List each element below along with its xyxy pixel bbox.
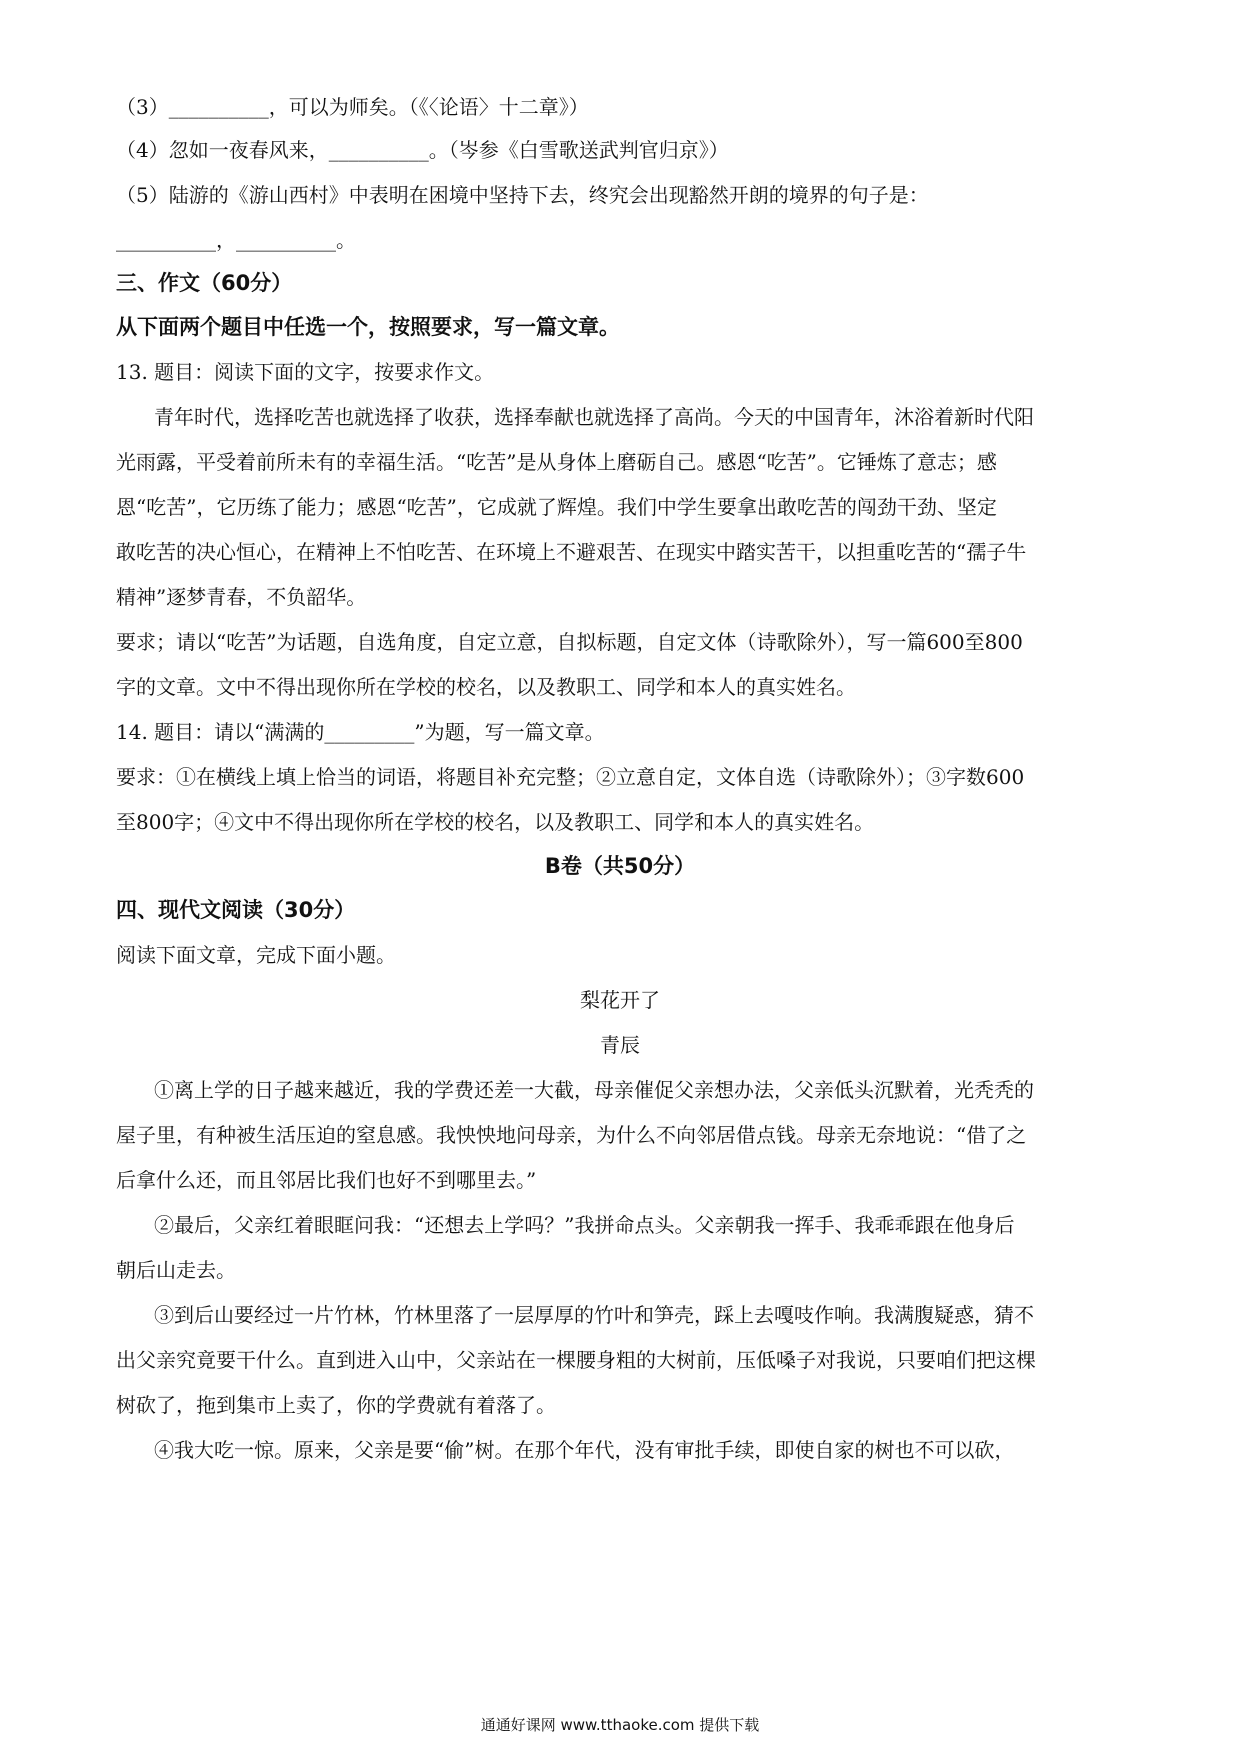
article-paragraph-1-line-2: 屋子里，有种被生活压迫的窒息感。我怏怏地问母亲，为什么不向邻居借点钱。母亲无奈地说：“借了之 <box>116 1123 1027 1147</box>
article-paragraph-2-line-1: ②最后，父亲红着眼眶问我：“还想去上学吗？”我拼命点头。父亲朝我一挥手、我乖乖跟在他身后 <box>154 1213 1015 1237</box>
question-13-requirement-1: 要求；请以“吃苦”为话题，自选角度，自定立意，自拟标题，自定文体（诗歌除外），写一篇600至800 <box>116 630 1023 654</box>
prompt-paragraph-line-1: 青年时代，选择吃苦也就选择了收获，选择奉献也就选择了高尚。今天的中国青年，沐浴着新时代阳 <box>154 405 1034 429</box>
question-13-title: 13. 题目：阅读下面的文字，按要求作文。 <box>116 360 495 384</box>
question-4-line: （4）忽如一夜春风来，__________。（岑参《白雪歌送武判官归京》） <box>116 138 729 162</box>
question-5-line: （5）陆游的《游山西村》中表明在困境中坚持下去，终究会出现豁然开朗的境界的句子是： <box>116 183 929 207</box>
article-title: 梨花开了 <box>580 988 660 1012</box>
section-3-heading: 三、作文（60分） <box>116 271 293 295</box>
article-paragraph-4-line-1: ④我大吃一惊。原来，父亲是要“偷”树。在那个年代，没有审批手续，即使自家的树也不可以砍， <box>154 1438 1015 1462</box>
prompt-paragraph-line-5: 精神”逐梦青春，不负韶华。 <box>116 585 367 609</box>
reading-instruction: 阅读下面文章，完成下面小题。 <box>116 943 396 967</box>
article-author: 青辰 <box>600 1033 640 1057</box>
volume-b-heading: B卷（共50分） <box>544 854 696 878</box>
article-paragraph-3-line-3: 树砍了，拖到集市上卖了，你的学费就有着落了。 <box>116 1393 556 1417</box>
essay-instruction: 从下面两个题目中任选一个，按照要求，写一篇文章。 <box>116 315 620 339</box>
article-paragraph-1-line-3: 后拿什么还，而且邻居比我们也好不到哪里去。” <box>116 1168 537 1192</box>
article-paragraph-1-line-1: ①离上学的日子越来越近，我的学费还差一大截，母亲催促父亲想办法，父亲低头沉默着，光秃秃的 <box>154 1078 1034 1102</box>
page-footer: 通通好课网 www.tthaoke.com 提供下载 <box>480 1716 760 1734</box>
question-14-requirement-2: 至800字；④文中不得出现你所在学校的校名，以及教职工、同学和本人的真实姓名。 <box>116 810 875 834</box>
question-14-title: 14. 题目：请以“满满的_________”为题，写一篇文章。 <box>116 720 605 744</box>
prompt-paragraph-line-2: 光雨露，平受着前所未有的幸福生活。“吃苦”是从身体上磨砺自己。感恩“吃苦”。它锤炼了意志；感 <box>116 450 997 474</box>
article-paragraph-3-line-1: ③到后山要经过一片竹林，竹林里落了一层厚厚的竹叶和笋壳，踩上去嘎吱作响。我满腹疑惑，猜不 <box>154 1303 1034 1327</box>
question-5-blanks: __________，__________。 <box>116 228 356 252</box>
article-paragraph-2-line-2: 朝后山走去。 <box>116 1258 236 1282</box>
question-3-line: （3）__________，可以为师矣。（《〈论语〉十二章》） <box>116 95 589 119</box>
question-13-requirement-2: 字的文章。文中不得出现你所在学校的校名，以及教职工、同学和本人的真实姓名。 <box>116 675 856 699</box>
prompt-paragraph-line-4: 敢吃苦的决心恒心，在精神上不怕吃苦、在环境上不避艰苦、在现实中踏实苦干，以担重吃苦的“孺子牛 <box>116 540 1027 564</box>
section-4-heading: 四、现代文阅读（30分） <box>116 898 356 922</box>
article-paragraph-3-line-2: 出父亲究竟要干什么。直到进入山中，父亲站在一棵腰身粗的大树前，压低嗓子对我说，只要咱们把这棵 <box>116 1348 1036 1372</box>
prompt-paragraph-line-3: 恩“吃苦”，它历练了能力；感恩“吃苦”，它成就了辉煌。我们中学生要拿出敢吃苦的闯劲干劲、坚定 <box>116 495 997 519</box>
question-14-requirement-1: 要求：①在横线上填上恰当的词语，将题目补充完整；②立意自定，文体自选（诗歌除外）；③字数600 <box>116 765 1025 789</box>
